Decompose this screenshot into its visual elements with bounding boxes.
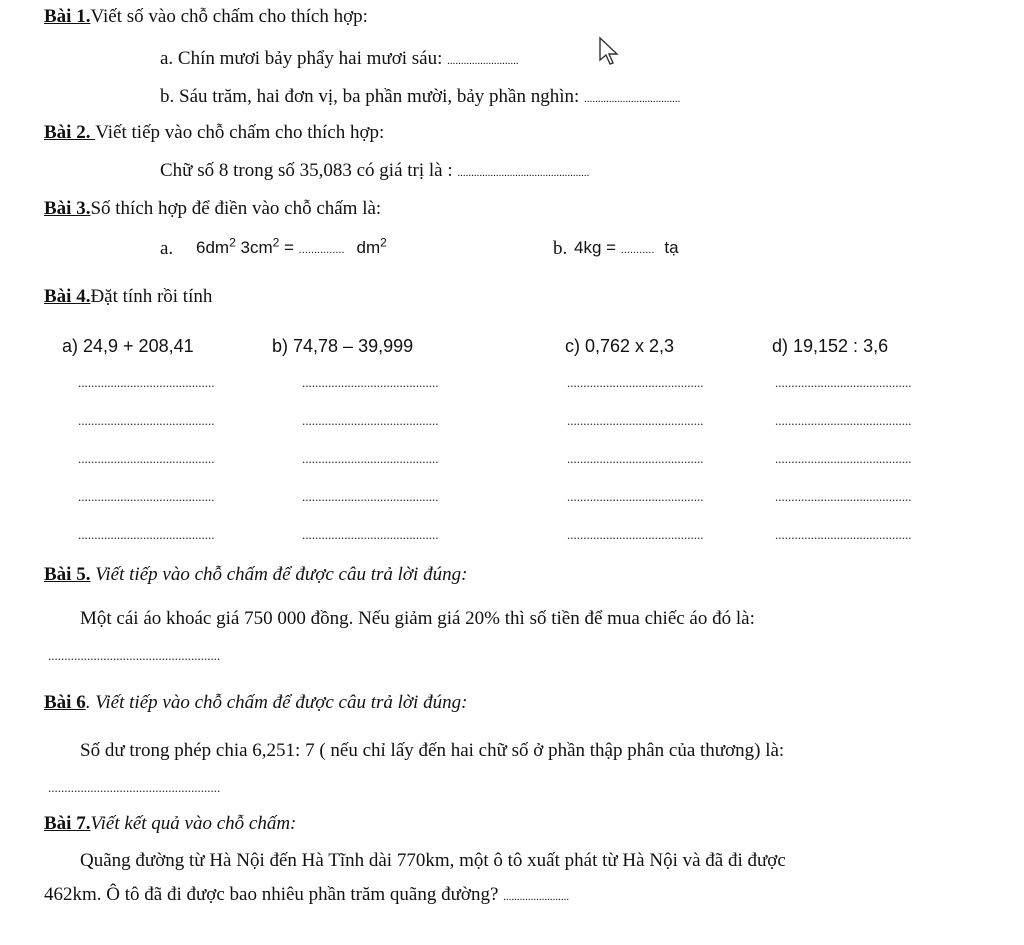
exercise-3a-exp-2: 2 [272,235,280,250]
work-line-b4[interactable]: .......................................... [302,489,439,504]
exercise-3a-exp-1: 2 [229,235,236,250]
exercise-2-number: Bài 2. [44,122,96,143]
work-line-c1[interactable]: .......................................... [567,375,704,390]
work-line-d1[interactable]: .......................................... [775,375,912,390]
exercise-3b-unit: tạ [664,238,679,257]
exercise-3a-exp-3: 2 [380,235,387,250]
exercise-5-blank[interactable]: ..................................................... [48,648,221,663]
exercise-2-blank[interactable]: ................................................ [457,167,590,179]
work-line-c4[interactable]: .......................................... [567,489,704,504]
exercise-7-question-line-1: Quãng đường từ Hà Nội đến Hà Tĩnh dài 770km, một ô tô xuất phát từ Hà Nội và đã đi được [80,850,786,871]
exercise-5-question: Một cái áo khoác giá 750 000 đồng. Nếu giảm giá 20% thì số tiền để mua chiếc áo đó là: [80,608,755,629]
mouse-pointer-icon [598,36,620,66]
work-line-c5[interactable]: .......................................... [567,527,704,542]
work-line-a4[interactable]: .......................................... [78,489,215,504]
work-line-b3[interactable]: .......................................... [302,451,439,466]
exercise-2-title: Viết tiếp vào chỗ chấm cho thích hợp: [95,122,385,143]
exercise-4-number: Bài 4. [44,286,91,307]
work-line-c2[interactable]: .......................................... [567,413,704,428]
exercise-1a [160,48,519,71]
work-line-d4[interactable]: .......................................... [775,489,912,504]
exercise-4a-problem: a) 24,9 + 208,41 [62,336,194,356]
exercise-4-title: Đặt tính rồi tính [90,286,213,307]
exercise-1b-blank[interactable]: ................................... [584,93,681,105]
exercise-1-heading [44,6,368,29]
exercise-3a-equals: = [279,238,299,257]
exercise-2-line [160,160,589,183]
exercise-3b [553,238,567,261]
work-line-b1[interactable]: .......................................... [302,375,439,390]
work-line-d3[interactable]: .......................................... [775,451,912,466]
work-line-b2[interactable]: .......................................... [302,413,439,428]
exercise-7-number: Bài 7. [44,813,91,834]
exercise-3a [160,238,173,261]
exercise-1b [160,86,680,109]
exercise-3b-blank[interactable]: ........... [620,244,655,256]
work-line-a3[interactable]: .......................................... [78,451,215,466]
exercise-3-number: Bài 3. [44,198,91,219]
exercise-3-heading [44,198,381,221]
exercise-6-question: Số dư trong phép chia 6,251: 7 ( nếu chỉ lấy đến hai chữ số ở phần thập phân của thương) là: [80,740,785,761]
exercise-3a-label: a. [160,238,174,259]
work-line-b5[interactable]: .......................................... [302,527,439,542]
exercise-4d-problem: d) 19,152 : 3,6 [772,336,889,356]
exercise-6-blank[interactable]: ..................................................... [48,780,221,795]
exercise-4b-problem: b) 74,78 – 39,999 [272,336,414,356]
exercise-2-text: Chữ số 8 trong số 35,083 có giá trị là : [160,160,458,181]
exercise-1-title: Viết số vào chỗ chấm cho thích hợp: [90,6,368,27]
exercise-7-heading [44,813,296,836]
exercise-6-number: Bài 6 [44,692,86,713]
exercise-3b-label: b. [553,238,568,259]
exercise-3a-expression [196,235,387,258]
exercise-3a-term-1: 6dm [196,238,230,257]
exercise-2-heading [44,122,384,145]
exercise-7-blank[interactable]: ........................ [503,891,570,903]
work-line-a2[interactable]: .......................................... [78,413,215,428]
exercise-7-question-line-2 [44,884,569,907]
work-line-c3[interactable]: .......................................... [567,451,704,466]
exercise-3-title: Số thích hợp để điền vào chỗ chấm là: [90,198,382,219]
exercise-3a-blank[interactable]: ............... [298,244,345,256]
exercise-5-number: Bài 5. [44,564,91,585]
work-line-a5[interactable]: .......................................... [78,527,215,542]
exercise-6-heading [44,692,467,715]
exercise-1a-blank[interactable]: .......................... [447,55,519,67]
work-line-a1[interactable]: .......................................... [78,375,215,390]
exercise-1b-text: b. Sáu trăm, hai đơn vị, ba phần mười, bảy phần nghìn: [160,86,585,107]
exercise-3b-term: 4kg = [574,238,621,257]
exercise-3a-unit: dm [356,238,381,257]
exercise-3b-expression [574,238,679,258]
exercise-1-number: Bài 1. [44,6,91,27]
exercise-7-title: Viết kết quả vào chỗ chấm: [90,813,297,834]
exercise-4-heading [44,286,212,309]
exercise-5-title: Viết tiếp vào chỗ chấm để được câu trả lời đúng: [90,564,468,585]
exercise-5-heading [44,564,467,587]
exercise-1a-text: a. Chín mươi bảy phẩy hai mươi sáu: [160,48,448,69]
exercise-4c-problem: c) 0,762 x 2,3 [565,336,675,356]
work-line-d2[interactable]: .......................................... [775,413,912,428]
exercise-7-question-text: 462km. Ô tô đã đi được bao nhiêu phần trăm quãng đường? [44,884,504,905]
exercise-3a-term-2: 3cm [235,238,273,257]
work-line-d5[interactable]: .......................................... [775,527,912,542]
exercise-6-title: . Viết tiếp vào chỗ chấm để được câu trả lời đúng: [85,692,468,713]
